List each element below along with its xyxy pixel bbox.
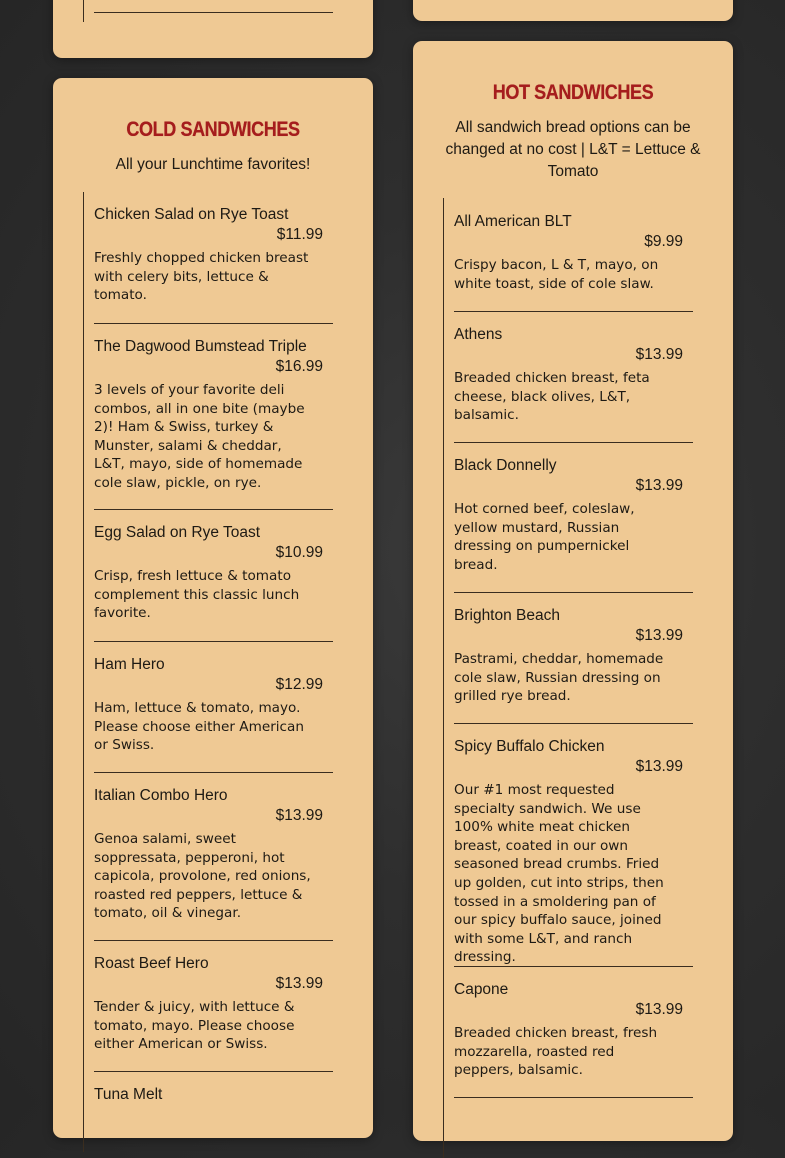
menu-item[interactable] bbox=[454, 456, 693, 574]
item-name: Brighton Beach bbox=[454, 607, 560, 624]
item-price: $13.99 bbox=[635, 1001, 683, 1018]
item-description: Breaded chicken breast, feta cheese, black olives, L&T, balsamic. bbox=[454, 370, 650, 424]
item-price: $16.99 bbox=[275, 358, 323, 375]
item-description: Genoa salami, sweet soppressata, pepperoni, hot capicola, provolone, red onions, roasted red peppers, lettuce & tomato, oil & vinegar. bbox=[94, 831, 311, 922]
cold-sandwiches-subtitle: All your Lunchtime favorites! bbox=[115, 156, 311, 173]
item-name: Capone bbox=[454, 981, 509, 998]
item-description: Breaded chicken breast, fresh mozzarella, roasted red peppers, balsamic. bbox=[454, 1025, 658, 1079]
item-divider bbox=[94, 12, 333, 13]
item-divider bbox=[94, 940, 333, 941]
menu-item[interactable] bbox=[454, 606, 693, 706]
item-price: $13.99 bbox=[635, 627, 683, 644]
item-price: $13.99 bbox=[635, 477, 683, 494]
item-price: $13.99 bbox=[275, 975, 323, 992]
menu-item[interactable] bbox=[94, 655, 333, 755]
item-name: Roast Beef Hero bbox=[94, 955, 209, 972]
hot-sandwiches-title: HOT SANDWICHES bbox=[492, 81, 654, 104]
item-name: The Dagwood Bumstead Triple bbox=[94, 338, 307, 355]
item-price: $12.99 bbox=[275, 676, 323, 693]
item-divider bbox=[94, 323, 333, 324]
item-name: All American BLT bbox=[454, 213, 572, 230]
menu-item[interactable] bbox=[454, 737, 693, 967]
card-left-rule bbox=[443, 198, 444, 1158]
item-price: $10.99 bbox=[275, 544, 323, 561]
item-price: $13.99 bbox=[635, 346, 683, 363]
item-divider bbox=[454, 311, 693, 312]
cold-sandwiches-card bbox=[53, 78, 373, 1138]
item-description: Crisp, fresh lettuce & tomato complement this classic lunch favorite. bbox=[94, 568, 300, 622]
item-name: Italian Combo Hero bbox=[94, 787, 228, 804]
item-divider bbox=[454, 442, 693, 443]
item-name: Chicken Salad on Rye Toast bbox=[94, 206, 289, 223]
item-price: $9.99 bbox=[644, 233, 683, 250]
item-divider bbox=[454, 723, 693, 724]
menu-item[interactable] bbox=[94, 954, 333, 1054]
item-divider bbox=[454, 592, 693, 593]
item-divider bbox=[94, 509, 333, 510]
item-name: Spicy Buffalo Chicken bbox=[454, 738, 605, 755]
item-description: Freshly chopped chicken breast with celery bits, lettuce & tomato. bbox=[94, 250, 309, 304]
previous-menu-card bbox=[53, 0, 373, 58]
item-name: Athens bbox=[454, 326, 503, 343]
item-description: Ham, lettuce & tomato, mayo. Please choose either American or Swiss. bbox=[94, 700, 304, 754]
item-name: Ham Hero bbox=[94, 656, 165, 673]
menu-item[interactable] bbox=[94, 786, 333, 923]
item-price: $13.99 bbox=[635, 758, 683, 775]
menu-item[interactable] bbox=[454, 980, 693, 1080]
item-name: Tuna Melt bbox=[94, 1086, 163, 1103]
item-description: 3 levels of your favorite deli combos, all in one bite (maybe 2)! Ham & Swiss, turkey & Munster, salami & cheddar, L&T, mayo, side of homemade cole slaw, pickle, on rye. bbox=[94, 382, 305, 491]
card-left-rule bbox=[83, 0, 84, 22]
item-description: Hot corned beef, coleslaw, yellow mustard, Russian dressing on pumpernickel bread. bbox=[454, 501, 635, 573]
menu-item[interactable] bbox=[94, 337, 333, 493]
item-divider bbox=[94, 772, 333, 773]
item-description: Pastrami, cheddar, homemade cole slaw, Russian dressing on grilled rye bread. bbox=[454, 651, 664, 705]
menu-item[interactable] bbox=[94, 205, 333, 305]
menu-item[interactable] bbox=[454, 212, 693, 293]
item-divider bbox=[94, 641, 333, 642]
menu-item[interactable] bbox=[94, 1085, 333, 1105]
card-left-rule bbox=[83, 192, 84, 1152]
item-description: Tender & juicy, with lettuce & tomato, mayo. Please choose either American or Swiss. bbox=[94, 999, 295, 1053]
previous-menu-card-right bbox=[413, 0, 733, 21]
menu-item[interactable] bbox=[94, 523, 333, 623]
item-divider bbox=[454, 966, 693, 967]
item-name: Black Donnelly bbox=[454, 457, 557, 474]
menu-item[interactable] bbox=[454, 325, 693, 425]
item-name: Egg Salad on Rye Toast bbox=[94, 524, 261, 541]
item-description: Our #1 most requested specialty sandwich. We use 100% white meat chicken breast, coated in our own seasoned bread crumbs. Fried up golden, cut into strips, then tossed in a smoldering pan of our spicy buffalo sauce, joined with some L&T, and ranch dressing. bbox=[454, 782, 664, 966]
item-description: Crispy bacon, L & T, mayo, on white toast, side of cole slaw. bbox=[454, 257, 659, 292]
item-price: $11.99 bbox=[276, 226, 323, 243]
item-price: $13.99 bbox=[275, 807, 323, 824]
hot-sandwiches-card bbox=[413, 41, 733, 1141]
item-divider bbox=[454, 1097, 693, 1098]
hot-sandwiches-subtitle: All sandwich bread options can be changed at no cost | L&T = Lettuce & Tomato bbox=[445, 119, 701, 180]
cold-sandwiches-title: COLD SANDWICHES bbox=[126, 118, 300, 141]
item-divider bbox=[94, 1071, 333, 1072]
